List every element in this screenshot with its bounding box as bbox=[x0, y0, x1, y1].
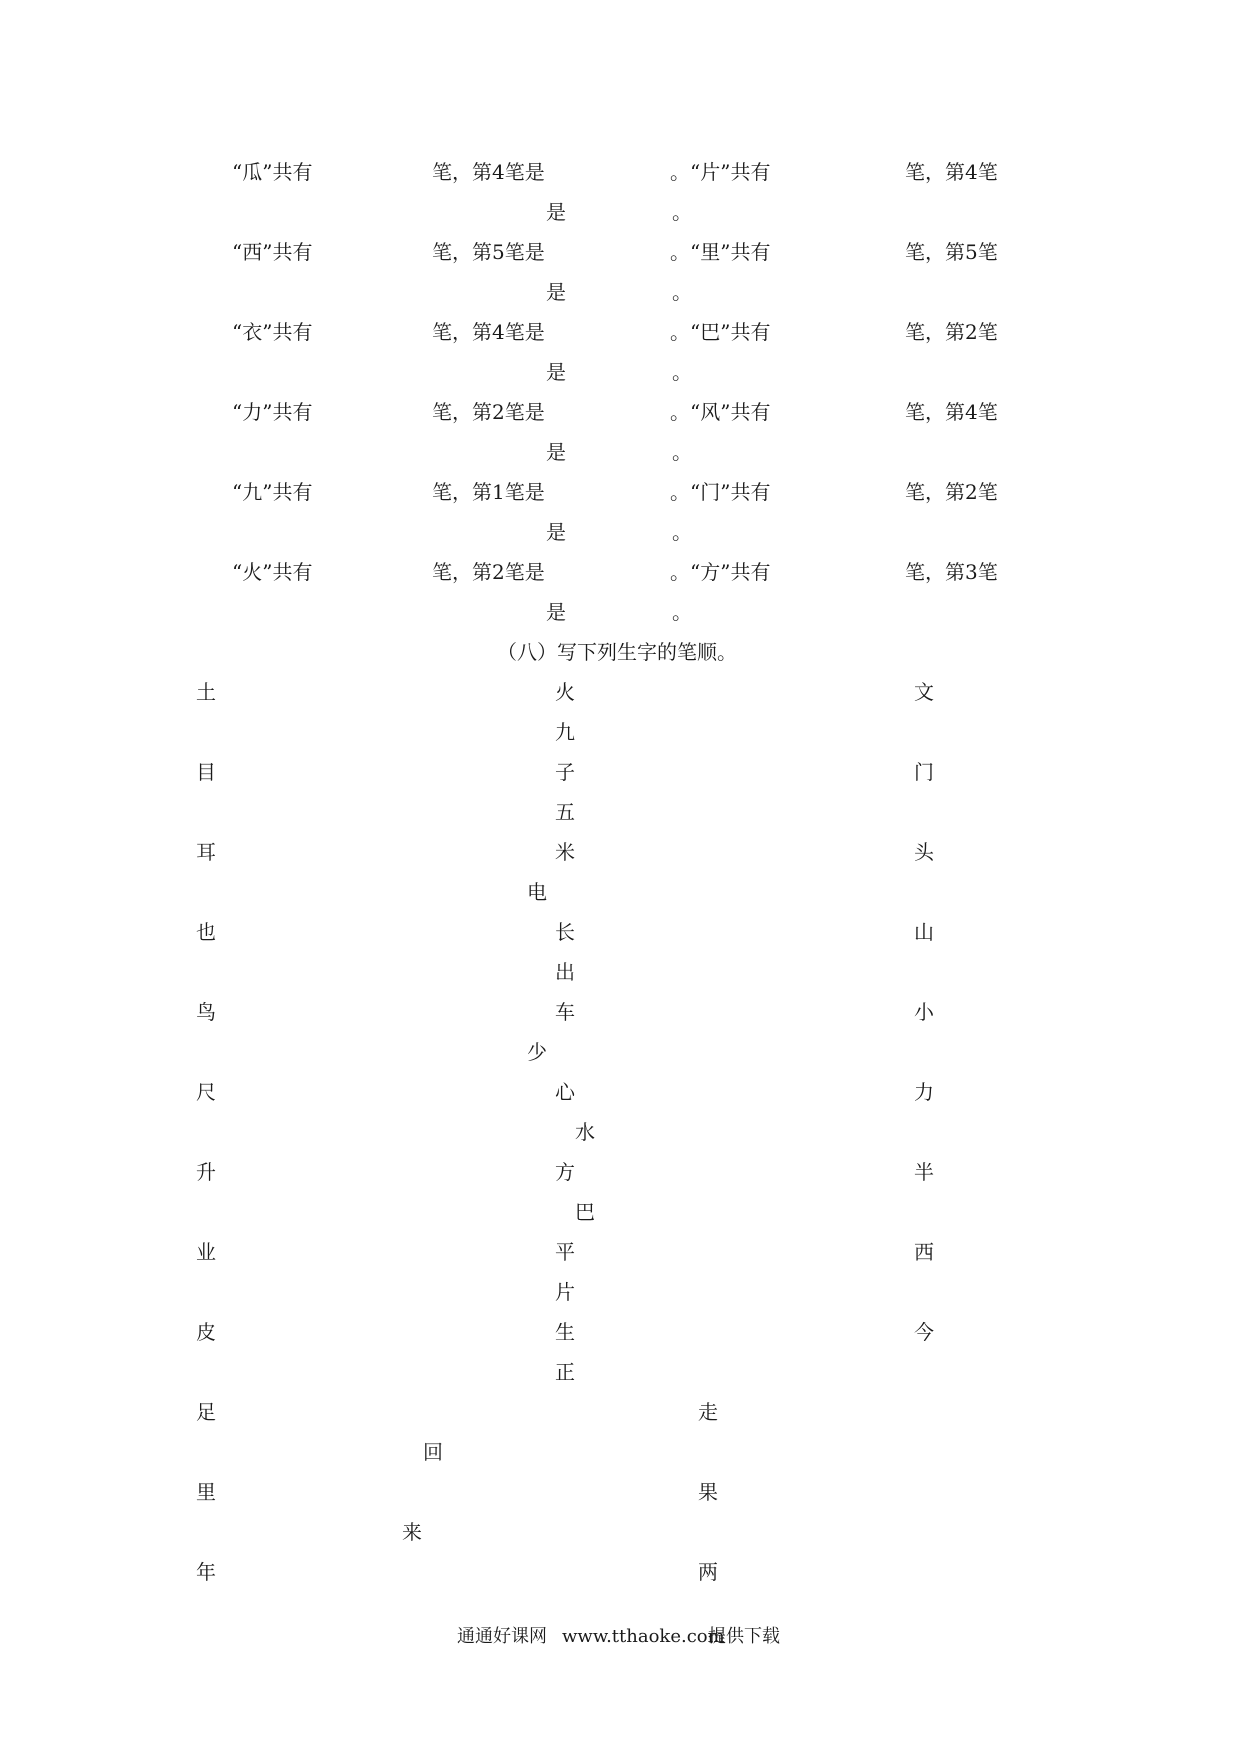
question-right-suffix: 笔，第3笔 bbox=[905, 560, 998, 584]
practice-char: 车 bbox=[555, 1000, 575, 1024]
practice-char: 生 bbox=[555, 1320, 575, 1344]
question-continuation: 是 bbox=[546, 520, 566, 544]
practice-char: 九 bbox=[555, 720, 575, 744]
practice-char: 来 bbox=[402, 1520, 422, 1544]
practice-char: 门 bbox=[914, 760, 934, 784]
practice-char: 电 bbox=[527, 880, 547, 904]
question-right: 。“里”共有 bbox=[670, 240, 771, 264]
question-end: 。 bbox=[672, 360, 692, 384]
practice-char: 平 bbox=[555, 1240, 575, 1264]
question-left: “火”共有 bbox=[232, 560, 313, 584]
practice-char: 头 bbox=[914, 840, 934, 864]
practice-char: 鸟 bbox=[196, 1000, 216, 1024]
footer-note: 提供下载 bbox=[708, 1626, 780, 1647]
question-left-suffix: 笔，第5笔是 bbox=[432, 240, 545, 264]
question-continuation: 是 bbox=[546, 200, 566, 224]
question-right: 。“风”共有 bbox=[670, 400, 771, 424]
practice-char: 方 bbox=[555, 1160, 575, 1184]
question-left-suffix: 笔，第4笔是 bbox=[432, 320, 545, 344]
practice-char: 果 bbox=[698, 1480, 718, 1504]
practice-char: 两 bbox=[698, 1560, 718, 1584]
practice-char: 今 bbox=[914, 1320, 934, 1344]
practice-char: 五 bbox=[555, 800, 575, 824]
practice-char: 耳 bbox=[196, 840, 216, 864]
practice-char: 皮 bbox=[196, 1320, 216, 1344]
question-right-suffix: 笔，第5笔 bbox=[905, 240, 998, 264]
question-end: 。 bbox=[672, 520, 692, 544]
practice-char: 升 bbox=[196, 1160, 216, 1184]
question-continuation: 是 bbox=[546, 440, 566, 464]
practice-char: 少 bbox=[527, 1040, 547, 1064]
practice-char: 目 bbox=[196, 760, 216, 784]
practice-char: 文 bbox=[914, 680, 934, 704]
question-left-suffix: 笔，第1笔是 bbox=[432, 480, 545, 504]
question-left: “力”共有 bbox=[232, 400, 313, 424]
practice-char: 小 bbox=[914, 1000, 934, 1024]
practice-char: 巴 bbox=[575, 1200, 595, 1224]
practice-char: 半 bbox=[914, 1160, 934, 1184]
practice-char: 出 bbox=[555, 960, 575, 984]
practice-char: 年 bbox=[196, 1560, 216, 1584]
practice-char: 片 bbox=[555, 1280, 575, 1304]
practice-char: 火 bbox=[555, 680, 575, 704]
practice-char: 土 bbox=[196, 680, 216, 704]
question-end: 。 bbox=[672, 200, 692, 224]
question-right-suffix: 笔，第2笔 bbox=[905, 320, 998, 344]
practice-char: 山 bbox=[914, 920, 934, 944]
question-left: “衣”共有 bbox=[232, 320, 313, 344]
practice-char: 走 bbox=[698, 1400, 718, 1424]
question-continuation: 是 bbox=[546, 600, 566, 624]
practice-char: 西 bbox=[914, 1240, 934, 1264]
question-right: 。“片”共有 bbox=[670, 160, 771, 184]
practice-char: 米 bbox=[555, 840, 575, 864]
section-title: （八）写下列生字的笔顺。 bbox=[497, 640, 737, 664]
practice-char: 力 bbox=[914, 1080, 934, 1104]
practice-char: 回 bbox=[423, 1440, 443, 1464]
practice-char: 也 bbox=[196, 920, 216, 944]
question-left-suffix: 笔，第4笔是 bbox=[432, 160, 545, 184]
footer-url[interactable]: www.tthaoke.com bbox=[562, 1626, 725, 1647]
practice-char: 子 bbox=[555, 760, 575, 784]
practice-char: 心 bbox=[555, 1080, 575, 1104]
practice-char: 尺 bbox=[196, 1080, 216, 1104]
question-right-suffix: 笔，第4笔 bbox=[905, 400, 998, 424]
question-right-suffix: 笔，第2笔 bbox=[905, 480, 998, 504]
question-right-suffix: 笔，第4笔 bbox=[905, 160, 998, 184]
question-continuation: 是 bbox=[546, 360, 566, 384]
question-right: 。“门”共有 bbox=[670, 480, 771, 504]
question-end: 。 bbox=[672, 440, 692, 464]
question-continuation: 是 bbox=[546, 280, 566, 304]
practice-char: 正 bbox=[555, 1360, 575, 1384]
question-right: 。“巴”共有 bbox=[670, 320, 771, 344]
question-left-suffix: 笔，第2笔是 bbox=[432, 560, 545, 584]
question-left: “九”共有 bbox=[232, 480, 313, 504]
question-end: 。 bbox=[672, 600, 692, 624]
practice-char: 里 bbox=[196, 1480, 216, 1504]
footer-site-name: 通通好课网 bbox=[457, 1626, 547, 1647]
question-left-suffix: 笔，第2笔是 bbox=[432, 400, 545, 424]
question-right: 。“方”共有 bbox=[670, 560, 771, 584]
practice-char: 足 bbox=[196, 1400, 216, 1424]
question-left: “西”共有 bbox=[232, 240, 313, 264]
practice-char: 水 bbox=[575, 1120, 595, 1144]
question-end: 。 bbox=[672, 280, 692, 304]
practice-char: 业 bbox=[196, 1240, 216, 1264]
practice-char: 长 bbox=[555, 920, 575, 944]
question-left: “瓜”共有 bbox=[232, 160, 313, 184]
